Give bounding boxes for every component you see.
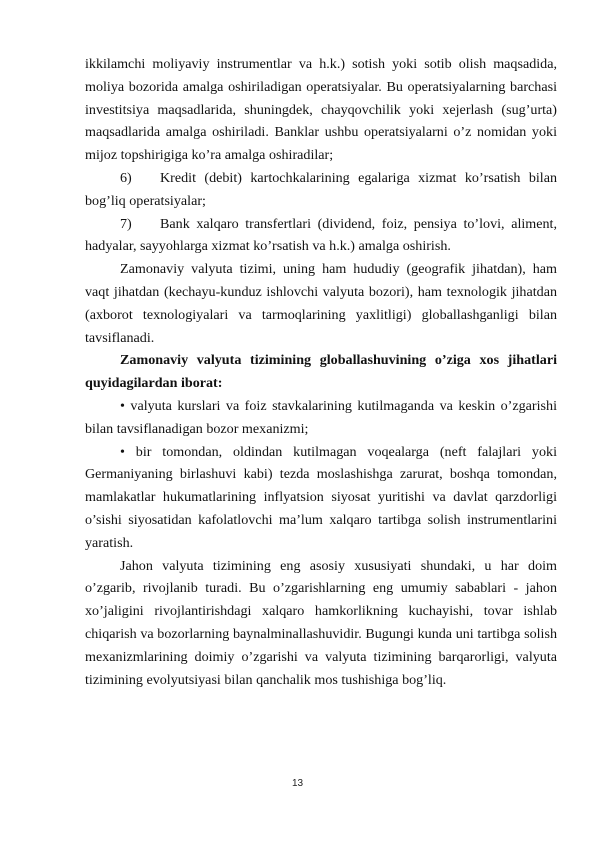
modern-system-paragraph: Zamonaviy valyuta tizimi, uning ham hududiy (geografik jihatdan), ham vaqt jihatdan (kechayu-kunduz ishlovchi valyuta bozori), ham texnologik jihatdan (axborot texnologiyalari va tarmoqlarining yaxlitligi) globallashganligi bilan tavsiflanadi.: [85, 261, 557, 346]
body-text: [85, 53, 557, 691]
list-text: Bank xalqaro transfertlari (dividend, foiz, pensiya to’lovi, aliment, hadyalar, sayyohlarga xizmat ko’rsatish va h.k.) amalga oshirish.: [85, 215, 557, 255]
final-paragraph: Jahon valyuta tizimining eng asosiy xususiyati shundaki, u har doim o’zgarib, rivojlanib turadi. Bu o’zgarishlarning eng umumiy sabablari - jahon xo’jaligini rivojlantirishdagi xalqaro hamkorlikning kuchayishi, tovar ishlab chiqarish va bozorlarning baynalminallashuvidir. Bugungi kunda uni tartibga solish mexanizmlarining doimiy o’zgarishi va valyuta tizimining barqarorligi, valyuta tizimining evolyutsiyasi bilan qanchalik mos tushishiga bog’liq.: [85, 557, 557, 688]
list-number: 7): [120, 215, 132, 232]
bullet-item: • valyuta kurslari va foiz stavkalarining kutilmaganda va keskin o’zgarishi bilan tavsiflanadigan bozor mexanizmi;: [85, 397, 557, 437]
list-item-6: [85, 167, 557, 213]
list-text: Kredit (debit) kartochkalarining egalariga xizmat ko’rsatish bilan bog’liq operatsiyalar;: [85, 169, 557, 209]
list-number: 6): [120, 169, 132, 186]
continuation-paragraph: ikkilamchi moliyaviy instrumentlar va h.k.) sotish yoki sotib olish maqsadida, moliya bozorida amalga oshiriladigan operatsiyalar. Bu operatsiyalarning barchasi investitsiya maqsadlarida, shuningdek, chayqovchilik yoki xejerlash (sug’urta) maqsadlarida amalga oshiriladi. Banklar ushbu operatsiyalarni o’z nomidan yoki mijoz topshirigiga ko’ra amalga oshiradilar;: [85, 56, 557, 164]
list-item-7: [85, 213, 557, 259]
bullet-item: • bir tomondan, oldindan kutilmagan voqealarga (neft falajlari yoki Germaniyaning birlashuvi kabi) tezda moslashishga zarurat, boshqa tomondan, mamlakatlar hukumatlarining inflyatsion siyosat yuritishi va davlat qarzdorligi o’sishi siyosatidan kafolatlovchi ma’lum xalqaro tartibga solish instrumentlarini yaratish.: [85, 443, 557, 551]
section-heading: Zamonaviy valyuta tizimining globallashuvining o’ziga xos jihatlari quyidagilardan iborat:: [85, 352, 557, 392]
page-number: 13: [291, 778, 304, 789]
